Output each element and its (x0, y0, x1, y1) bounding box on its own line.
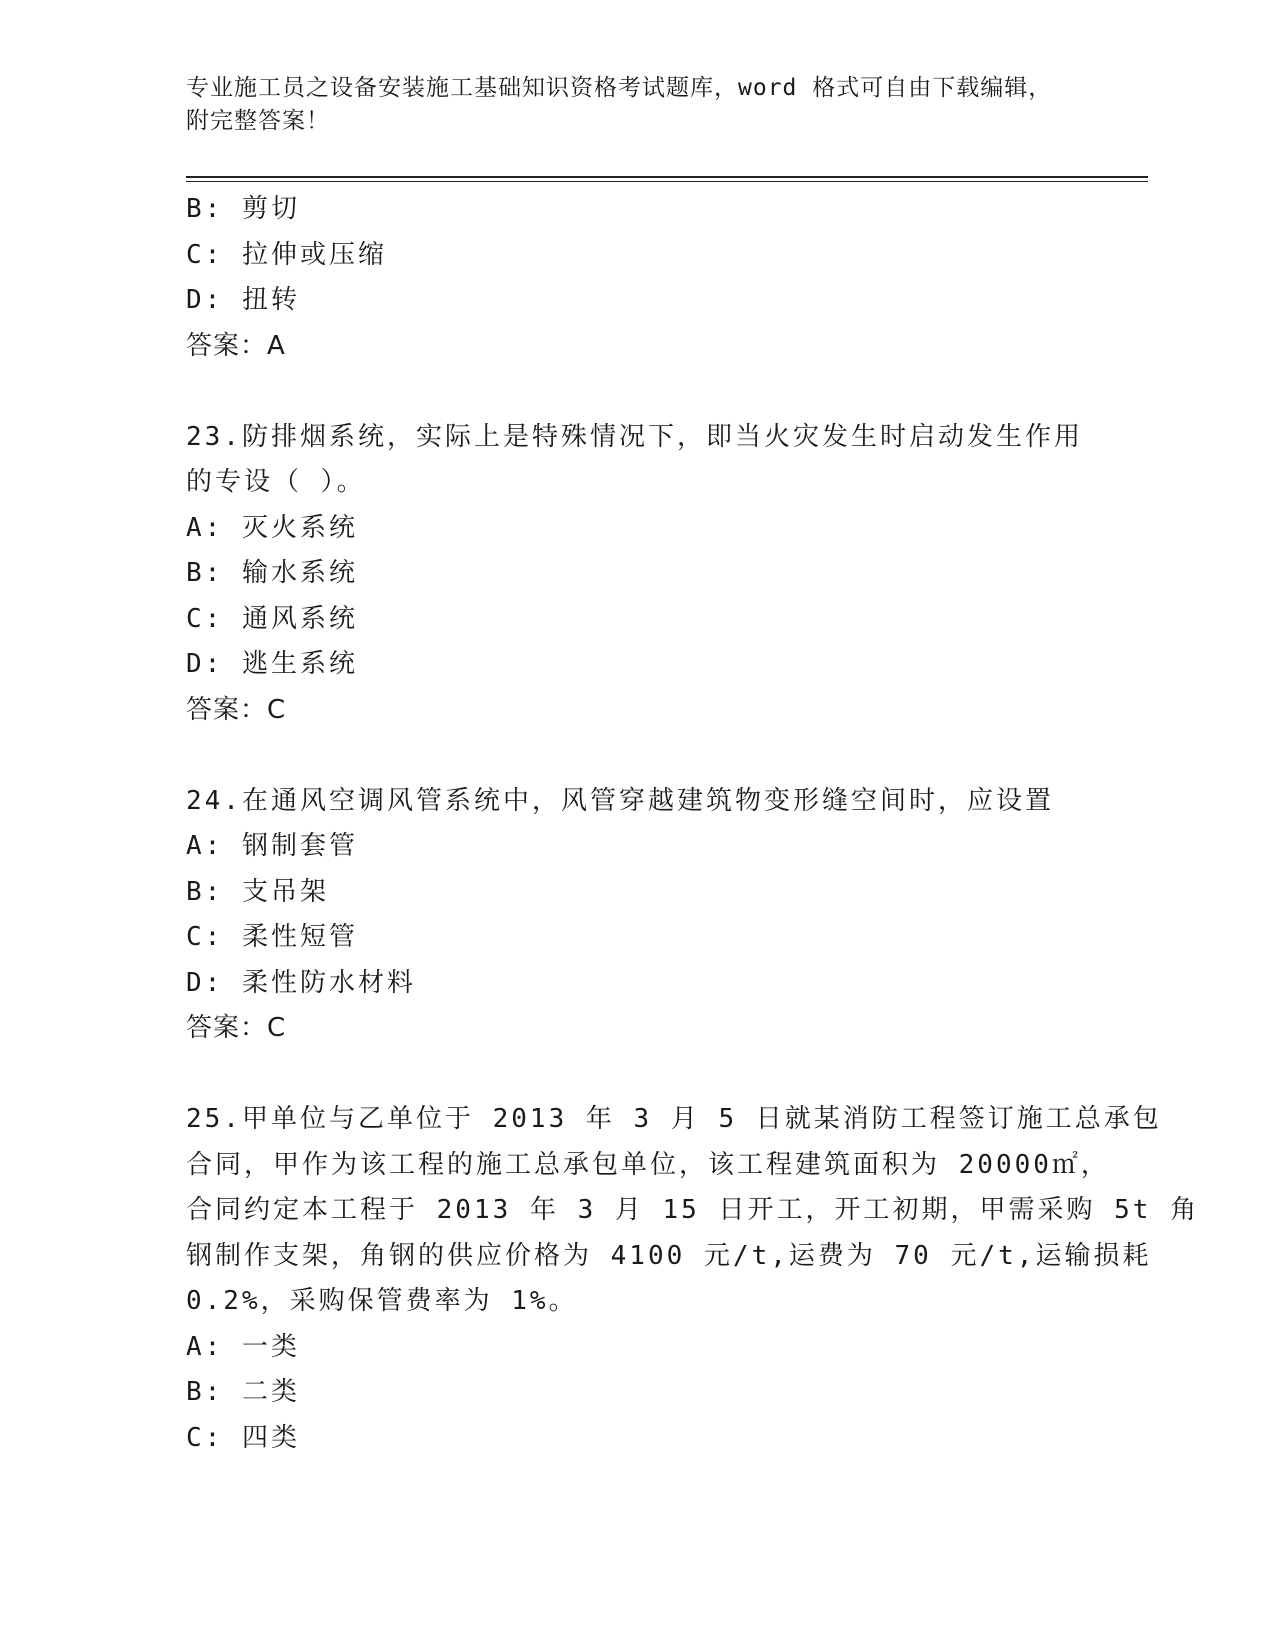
question-23 (186, 415, 1086, 734)
question-stem: 合同约定本工程于 2013 年 3 月 15 日开工，开工初期，甲需采购 5t 角 (186, 1195, 1200, 1225)
question-stem: 钢制作支架，角钢的供应价格为 4100 元/t,运费为 70 元/t,运输损耗 (186, 1240, 1152, 1271)
header-divider-thick (186, 176, 1148, 178)
answer-line: 答案：C (186, 694, 287, 725)
question-24 (186, 779, 1086, 1052)
answer-line: 答案：C (186, 1013, 287, 1043)
option-b: B: 剪切 (186, 194, 300, 224)
option-b: B: 输水系统 (186, 558, 358, 588)
option-c: C: 四类 (186, 1422, 300, 1453)
answer-line: 答案：A (186, 330, 286, 361)
option-c: C: 通风系统 (186, 603, 358, 634)
option-b: B: 支吊架 (186, 876, 329, 907)
option-d: D: 逃生系统 (186, 649, 358, 679)
document-header (186, 72, 1066, 138)
question-stem: 23.防排烟系统，实际上是特殊情况下，即当火灾发生时启动发生作用 (186, 421, 1083, 452)
option-a: A: 一类 (186, 1331, 300, 1362)
option-b: B: 二类 (186, 1377, 300, 1407)
question-25 (186, 1097, 1200, 1461)
option-c: C: 拉伸或压缩 (186, 239, 387, 270)
spacer (186, 1052, 1086, 1098)
question-stem: 25.甲单位与乙单位于 2013 年 3 月 5 日就某消防工程签订施工总承包 (186, 1104, 1162, 1134)
option-a: A: 钢制套管 (186, 831, 358, 861)
option-d: D: 柔性防水材料 (186, 967, 416, 998)
option-d: D: 扭转 (186, 285, 300, 315)
question-stem: 24.在通风空调风管系统中，风管穿越建筑物变形缝空间时，应设置 (186, 785, 1054, 816)
header-divider-thin (186, 181, 1148, 182)
header-line-1: 专业施工员之设备安装施工基础知识资格考试题库，word 格式可自由下载编辑， (186, 75, 1053, 101)
question-stem: 0.2%，采购保管费率为 1%。 (186, 1286, 578, 1316)
question-stem: 的专设（ ）。 (186, 467, 366, 497)
header-line-2: 附完整答案！ (186, 108, 330, 134)
question-22-tail (186, 187, 1086, 369)
question-stem: 合同，甲作为该工程的施工总承包单位，该工程建筑面积为 20000㎡， (186, 1149, 1110, 1180)
spacer (186, 369, 1086, 415)
question-list (186, 187, 1200, 1461)
spacer (186, 733, 1086, 779)
option-c: C: 柔性短管 (186, 922, 358, 952)
option-a: A: 灭火系统 (186, 512, 358, 543)
